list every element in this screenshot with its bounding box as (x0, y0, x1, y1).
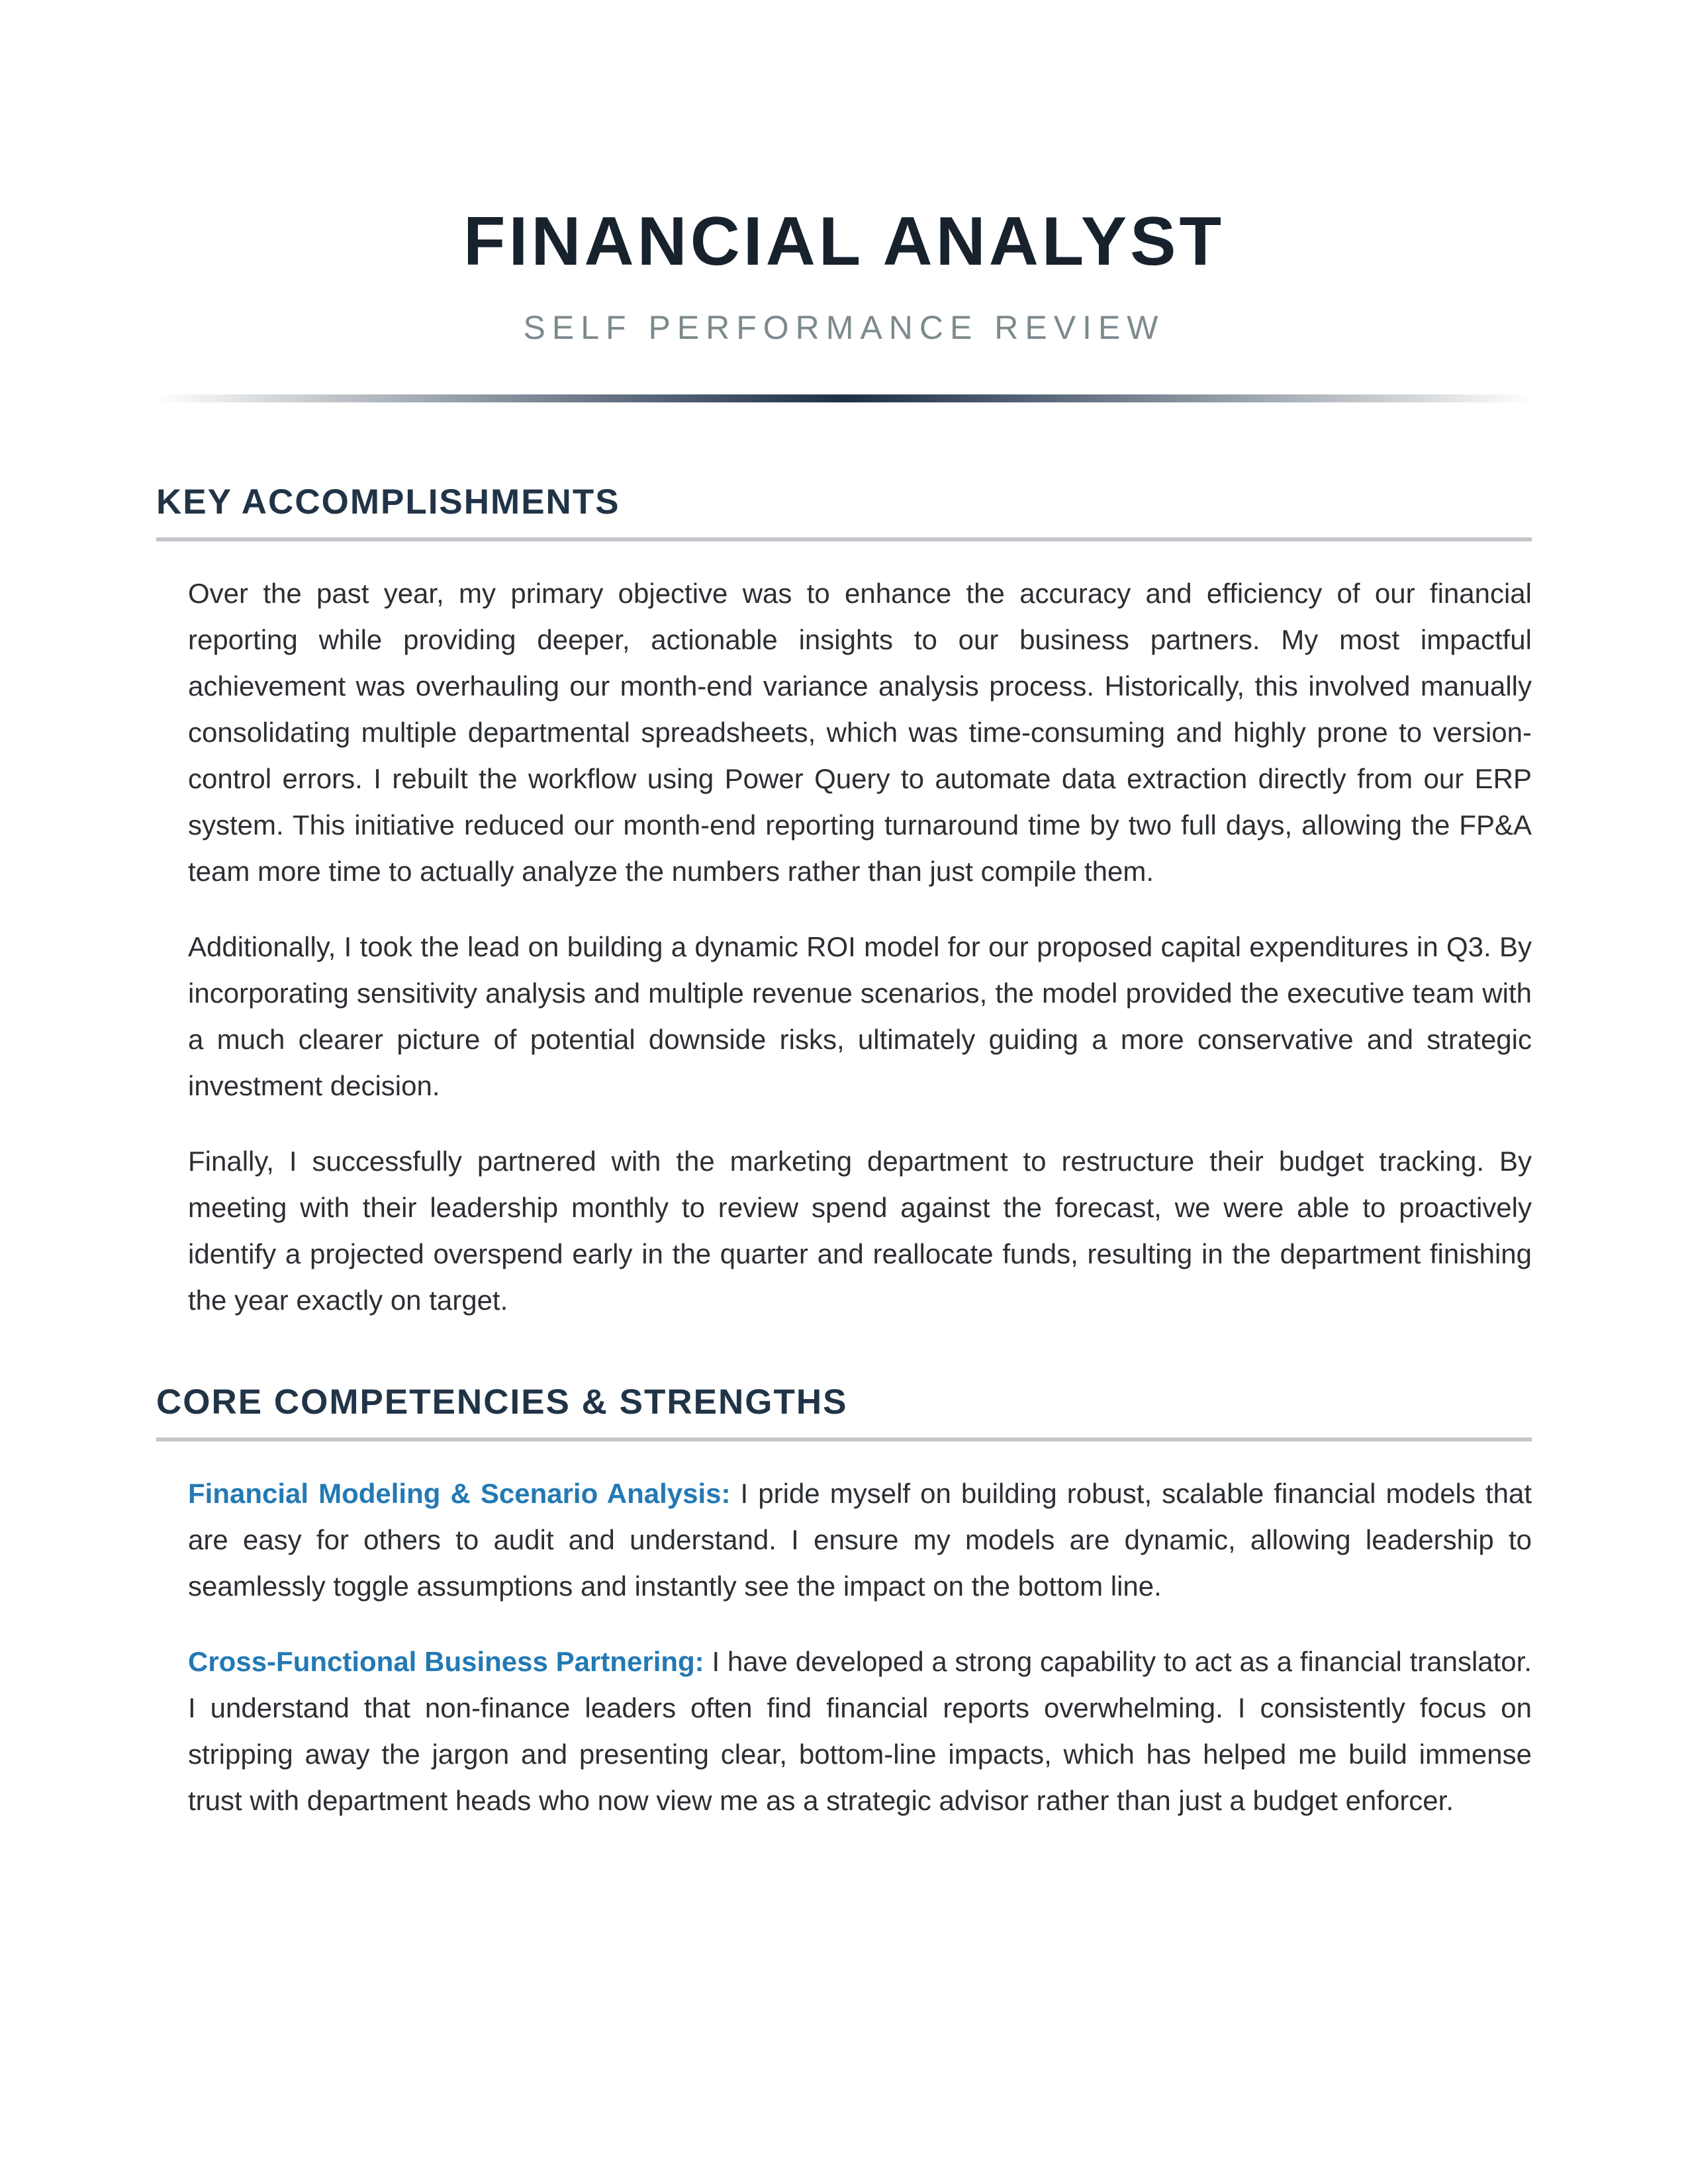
competency-label: Financial Modeling & Scenario Analysis: (188, 1478, 731, 1509)
section-body (188, 1471, 1532, 1824)
paragraph: Over the past year, my primary objective was to enhance the accuracy and efficiency of our financial reporting while providing deeper, actionable insights to our business partners. My most impactful achievement was overhauling our month-end variance analysis process. Historically, this involved manually consolidating multiple departmental spreadsheets, which was time-consuming and highly prone to version-control errors. I rebuilt the workflow using Power Query to automate data extraction directly from our ERP system. This initiative reduced our month-end reporting turnaround time by two full days, allowing the FP&A team more time to actually analyze the numbers rather than just compile them. (188, 578, 1532, 887)
document-header (156, 199, 1532, 348)
competency-item (188, 1639, 1532, 1824)
competency-item (188, 1471, 1532, 1610)
section-core-competencies (156, 1381, 1532, 1824)
section-divider (156, 537, 1532, 541)
section-key-accomplishments (156, 480, 1532, 1324)
paragraph: Finally, I successfully partnered with the marketing department to restructure their budget tracking. By meeting with their leadership monthly to review spend against the forecast, we were able to proactively identify a projected overspend early in the quarter and reallocate funds, resulting in the department finishing the year exactly on target. (188, 1146, 1532, 1316)
document-subtitle: SELF PERFORMANCE REVIEW (523, 309, 1165, 346)
section-divider (156, 1437, 1532, 1441)
competency-text: I pride myself on building robust, scalable financial models that are easy for others to audit and understand. I ensure my models are dynamic, allowing leadership to seamlessly toggle assumptions and instantly see the impact on the bottom line. (188, 1478, 1532, 1602)
section-body (188, 570, 1532, 1324)
document-title: FINANCIAL ANALYST (463, 203, 1225, 280)
competency-label: Cross-Functional Business Partnering: (188, 1646, 704, 1677)
paragraph: Additionally, I took the lead on building a dynamic ROI model for our proposed capital expenditures in Q3. By incorporating sensitivity analysis and multiple revenue scenarios, the model provided the executive team with a much clearer picture of potential downside risks, ultimately guiding a more conservative and strategic investment decision. (188, 931, 1532, 1101)
section-heading: CORE COMPETENCIES & STRENGTHS (156, 1383, 848, 1422)
competency-text: I have developed a strong capability to act as a financial translator. I understand that non-finance leaders often find financial reports overwhelming. I consistently focus on stripping away the jargon and presenting clear, bottom-line impacts, which has helped me build immense trust with department heads who now view me as a strategic advisor rather than just a budget enforcer. (188, 1646, 1532, 1816)
header-divider (156, 394, 1532, 402)
section-heading: KEY ACCOMPLISHMENTS (156, 482, 620, 522)
